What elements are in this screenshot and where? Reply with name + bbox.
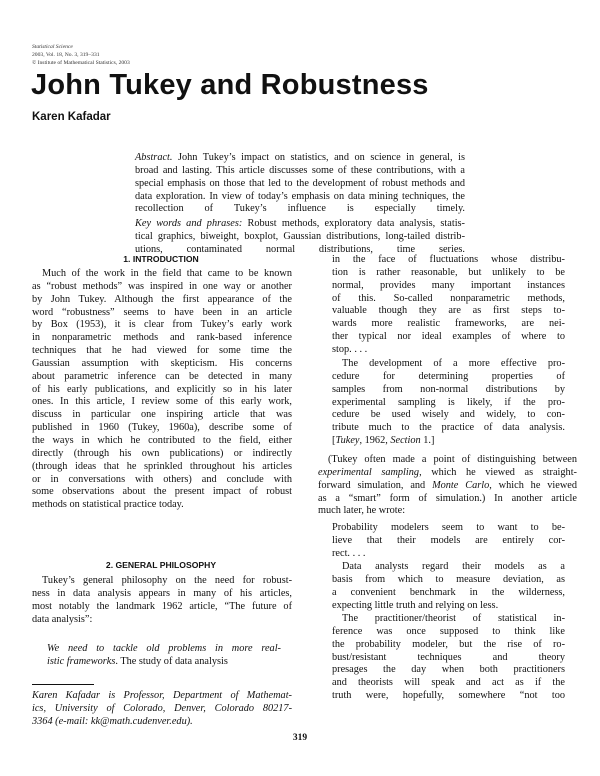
text-line: (through ideas that he sprinkled throughout his articles <box>32 460 292 472</box>
text-line: bust/resistant techniques and theory <box>332 651 565 663</box>
text-line: as “robust methods” was inspired in one way or another <box>32 280 292 292</box>
text-line: truth were, hopefully, somewhere “not too <box>332 690 565 702</box>
text-line: ther typical nor ideal examples of where to <box>332 331 565 343</box>
text-line: special emphasis on those that led to the development of robust methods and <box>135 177 465 189</box>
text-line: methods on statistical practice today. <box>32 499 184 511</box>
text-line: The development of a more effective pro- <box>342 358 565 369</box>
text-line: Tukey’s general philosophy on the need for robust- <box>42 575 292 586</box>
text-line: Data analysts regard their models as a <box>342 561 565 572</box>
text-line: tion is rather reasonable, but unlikely to be <box>332 266 565 278</box>
text-line <box>318 467 577 480</box>
text-line: about parametric inference can be detected in many <box>32 370 292 382</box>
text-line: Gaussian assumption with skepticism. His concerns <box>32 357 292 369</box>
text-line: lieve that their models are entirely cor- <box>332 534 565 546</box>
text-line <box>135 218 465 231</box>
simulation-paragraph <box>318 454 577 518</box>
text-line: Much of the work in the field that came to be known <box>42 268 292 279</box>
text-line: recollection of Tukey’s influence is especially timely. <box>135 203 465 215</box>
text: forward simulation, and <box>318 479 433 491</box>
text-line: the ways in which he contributed to the field, either <box>32 434 292 446</box>
text-line: expecting little truth and relying on less. <box>332 599 499 611</box>
text-line: (Tukey often made a point of distinguishing between <box>328 454 577 465</box>
introduction-paragraph <box>32 268 292 512</box>
text-line: the probability modeler, but the rise of ro- <box>332 638 565 650</box>
journal-name: Statistical Science <box>32 44 73 50</box>
abstract <box>135 152 465 216</box>
text-line: techniques that he had viewed for some time the <box>32 345 292 357</box>
text-line: rect. . . . <box>332 547 366 559</box>
text-line: of this. So-called nonparametric methods, <box>332 292 565 304</box>
text-line: broad and lasting. This article discusses some of these contributions, with a <box>135 164 465 176</box>
later-quote-p2 <box>332 561 565 612</box>
keywords <box>135 218 465 257</box>
text-line: 3364 (e-mail: kk@math.cudenver.edu). <box>32 715 193 727</box>
text-line: in the face of fluctuations whose distribu- <box>332 254 565 265</box>
text-line: ness in data analysis appears in many of his articles, <box>32 587 292 599</box>
tukey-quote-continued <box>332 254 565 357</box>
text-line: utions, contaminated normal distributions, time series. <box>135 243 465 255</box>
text-line: wards more realistic frameworks, are nei- <box>332 318 565 330</box>
italic-text: We need to tackle old problems in more real- <box>47 643 281 654</box>
text-line: basis from which to measure deviation, as <box>332 573 565 585</box>
later-quote-p3 <box>332 613 565 703</box>
text-line: experimental sampling is likely, if the pro- <box>332 396 565 408</box>
tukey-quote-start <box>47 643 281 669</box>
text-line: tribute much to the practice of data analysis. <box>332 422 565 434</box>
text-line <box>47 656 281 669</box>
italic-text: experimental sampling <box>318 466 420 478</box>
text-line: published in 1960 (Tukey, 1960a), describe some of <box>32 422 292 434</box>
text: 1.] <box>420 435 435 447</box>
text-line: a convenient benchmark in the wilderness, <box>332 586 565 598</box>
text-line: in nonparametric methods and rank-based inference <box>32 332 292 344</box>
text-line: ones. In this article, I review some of this early work, <box>32 396 292 408</box>
text: John Tukey’s impact on statistics, and on science in general, is <box>172 152 465 163</box>
text-line: much later, he wrote: <box>318 505 406 517</box>
text: [ <box>332 435 336 447</box>
paper-title: John Tukey and Robustness <box>31 69 429 101</box>
text-line: or in conversations with others) and conclude with <box>32 473 292 485</box>
text-line: valuable though they are as first steps to- <box>332 305 565 317</box>
italic-text: Key words and phrases: <box>135 218 243 229</box>
section-heading-introduction: 1. INTRODUCTION <box>123 254 199 264</box>
page-number: 319 <box>292 733 308 743</box>
journal-copyright: © Institute of Mathematical Statistics, 2003 <box>32 60 130 66</box>
text: . The study of data analysis <box>115 655 228 667</box>
paper-author: Karen Kafadar <box>32 111 111 123</box>
text-line: and theorists will speak and act as if the <box>332 677 565 689</box>
journal-volume: 2003, Vol. 18, No. 3, 319–331 <box>32 52 100 58</box>
text-line: normal, provides many important instances <box>332 279 565 291</box>
text-line: by John Tukey. Although the first appearance of the <box>32 293 292 305</box>
text: , 1962, <box>359 435 391 447</box>
later-quote-p1 <box>332 522 565 561</box>
text-line: data analysis”: <box>32 613 93 625</box>
text: , which he viewed <box>489 479 577 491</box>
text-line: Probability modelers seem to want to be- <box>332 522 565 533</box>
text-line: ics, University of Colorado, Denver, Colorado 80217- <box>32 702 292 714</box>
text-line: directly (through his own publications) or indirectly <box>32 447 292 459</box>
text-line <box>332 435 565 448</box>
italic-text: Abstract. <box>135 152 173 163</box>
text-line: by Box (1953), it is clear from Tukey’s early work <box>32 319 292 331</box>
text-line: most notably the landmark 1962 article, “The future of <box>32 600 292 612</box>
text-line: of his early publications, and explicitly so in his later <box>32 383 292 395</box>
text-line: stop. . . . <box>332 343 368 355</box>
text-line <box>318 480 577 493</box>
section-heading-general-philosophy: 2. GENERAL PHILOSOPHY <box>105 560 217 570</box>
text-line: data exploration. In view of today’s emphasis on data mining techniques, the <box>135 190 465 202</box>
italic-text: Tukey <box>335 435 360 447</box>
tukey-quote-paragraph-2 <box>332 358 565 448</box>
text-line: discuss in particular one inspiring article that was <box>32 409 292 421</box>
italic-text: Monte Carlo <box>432 479 490 491</box>
text-line: as a “smart” form of simulation.) In another article <box>318 492 577 504</box>
text-line: cedure for determining properties of <box>332 370 565 382</box>
italic-text: Section <box>390 435 421 447</box>
text-line: ference was once supposed to think like <box>332 625 565 637</box>
text-line: word “robustness” seems to have been in an article <box>32 306 292 318</box>
text-line: presages the day when both practitioners <box>332 664 565 676</box>
philosophy-paragraph <box>32 575 292 626</box>
text-line: tical graphics, biweight, boxplot, Gaussian distributions, long-tailed distrib- <box>135 230 465 242</box>
text-line: cedure be used wisely and widely, to con- <box>332 409 565 421</box>
text-line: some observations about the present impact of robust <box>32 486 292 498</box>
text-line <box>47 643 281 656</box>
text-line: Karen Kafadar is Professor, Department of Mathemat- <box>32 690 292 701</box>
italic-text: istic frameworks <box>47 655 116 667</box>
text-line: The practitioner/theorist of statistical in- <box>342 613 565 624</box>
text: Robust methods, exploratory data analysis, statis- <box>242 218 465 229</box>
author-footnote <box>32 690 292 729</box>
text-line <box>135 152 465 165</box>
text: , which he viewed as straight- <box>419 466 577 478</box>
text-line: samples from non-normal distributions by <box>332 383 565 395</box>
footnote-rule <box>32 684 94 685</box>
